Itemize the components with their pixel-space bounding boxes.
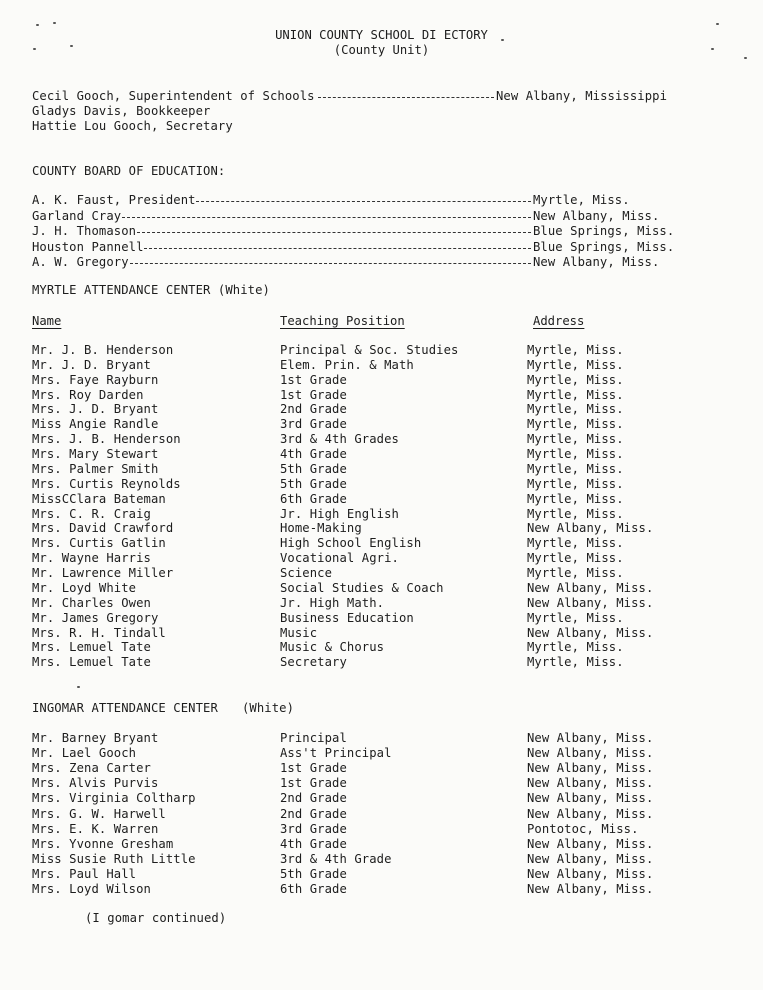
staff-address: Myrtle, Miss. [527,476,624,491]
staff-address: Myrtle, Miss. [527,655,624,670]
staff-address: New Albany, Miss. [527,521,654,536]
staff-address: Myrtle, Miss. [527,357,624,372]
column-header-name: Name [32,314,62,328]
staff-name: Miss Angie Randle [32,417,159,432]
staff-name: Mrs. Paul Hall [32,866,137,881]
leader-dashes [122,217,531,218]
board-member-address: Blue Springs, Miss. [533,239,675,254]
myrtle-heading: MYRTLE ATTENDANCE CENTER (White) [32,283,270,297]
staff-name: Mr. Barney Bryant [32,731,159,745]
staff-position: Jr. High English [280,506,399,521]
staff-position: 4th Grade [280,836,347,851]
staff-address: New Albany, Miss. [527,836,654,851]
staff-position: High School English [280,536,422,551]
staff-address: Myrtle, Miss. [527,402,624,417]
ink-dot [77,686,80,688]
staff-name: Mr. J. B. Henderson [32,343,174,357]
staff-position: 4th Grade [280,447,347,462]
staff-position: 5th Grade [280,476,347,491]
staff-name: Mr. Lael Gooch [32,746,137,761]
scan-speck [36,24,39,26]
staff-name: Mrs. Curtis Gatlin [32,536,166,551]
staff-name: Mrs. Lemuel Tate [32,655,151,670]
staff-name: Mrs. Palmer Smith [32,461,159,476]
staff-position: 2nd Grade [280,791,347,806]
staff-address: Myrtle, Miss. [527,343,624,357]
staff-address: New Albany, Miss. [527,791,654,806]
staff-position: 6th Grade [280,491,347,506]
continued-note: (I gomar continued) [85,911,227,925]
staff-address: Myrtle, Miss. [527,417,624,432]
ingomar-tag: (White) [242,701,295,715]
staff-name: Mr. Wayne Harris [32,551,151,566]
staff-name: Mr. Loyd White [32,580,137,595]
staff-name: Mrs. Loyd Wilson [32,882,151,896]
board-member-name: J. H. Thomason [32,224,137,238]
staff-name: Mrs. J. D. Bryant [32,402,159,417]
staff-name: Mr. J. D. Bryant [32,357,151,372]
staff-name: Mrs. Faye Rayburn [32,372,159,387]
staff-name: Mr. Charles Owen [32,595,151,610]
scan-speck [744,57,747,59]
staff-position: 1st Grade [280,372,347,387]
staff-name: Mrs. David Crawford [32,521,174,536]
staff-address: New Albany, Miss. [527,625,654,640]
leader-dashes [144,248,531,249]
scan-speck [33,48,36,50]
superintendent-address: New Albany, Mississippi [496,89,668,103]
staff-address: Myrtle, Miss. [527,491,624,506]
board-member-name: A. K. Faust, President [32,193,196,207]
ingomar-heading: INGOMAR ATTENDANCE CENTER [32,701,218,715]
board-member-address: New Albany, Miss. [533,208,660,223]
column-header-position: Teaching Position [280,314,405,328]
staff-position: Business Education [280,610,414,625]
board-member-name: Houston Pannell [32,239,144,254]
leader-dashes [130,263,531,264]
staff-position: 5th Grade [280,461,347,476]
staff-name: Mrs. Curtis Reynolds [32,476,181,491]
staff-address: New Albany, Miss. [527,776,654,791]
staff-name: MissCClara Bateman [32,491,166,506]
staff-address: Myrtle, Miss. [527,551,624,566]
staff-position: Music & Chorus [280,640,385,655]
staff-name: Mrs. Yvonne Gresham [32,836,174,851]
board-heading: COUNTY BOARD OF EDUCATION: [32,164,226,178]
staff-position: Principal [280,731,347,745]
staff-address: New Albany, Miss. [527,806,654,821]
staff-position: Jr. High Math. [280,595,385,610]
staff-address: New Albany, Miss. [527,580,654,595]
leader-dashes [318,97,494,98]
staff-address: Myrtle, Miss. [527,566,624,581]
staff-address: Myrtle, Miss. [527,372,624,387]
staff-position: 5th Grade [280,866,347,881]
staff-position: Ass't Principal [280,746,392,761]
staff-position: Social Studies & Coach [280,580,444,595]
column-header-address: Address [533,314,585,328]
staff-address: Myrtle, Miss. [527,461,624,476]
staff-position: Science [280,566,333,581]
scan-speck [53,22,56,24]
staff-position: 1st Grade [280,387,347,402]
staff-name: Miss Susie Ruth Little [32,851,196,866]
staff-name: Mr. James Gregory [32,610,159,625]
staff-name: Mrs. R. H. Tindall [32,625,166,640]
leader-dashes [196,201,531,202]
staff-position: 1st Grade [280,776,347,791]
staff-position: 3rd & 4th Grades [280,432,399,447]
leader-dashes [137,232,531,233]
staff-address: Myrtle, Miss. [527,640,624,655]
staff-address: New Albany, Miss. [527,851,654,866]
staff-position: 3rd Grade [280,417,347,432]
staff-name: Mrs. Roy Darden [32,387,144,402]
staff-address: New Albany, Miss. [527,731,654,745]
staff-name: Mrs. Zena Carter [32,761,151,776]
board-member-address: New Albany, Miss. [533,255,660,269]
staff-address: New Albany, Miss. [527,866,654,881]
scan-speck [70,45,73,47]
staff-position: 2nd Grade [280,402,347,417]
staff-position: 6th Grade [280,882,347,896]
board-member-address: Myrtle, Miss. [533,193,630,207]
staff-name: Mrs. G. W. Harwell [32,806,166,821]
staff-position: Elem. Prin. & Math [280,357,414,372]
staff-name: Mrs. E. K. Warren [32,821,159,836]
staff-address: New Albany, Miss. [527,595,654,610]
board-member-name: A. W. Gregory [32,255,129,269]
staff-address: New Albany, Miss. [527,882,654,896]
staff-address: Myrtle, Miss. [527,387,624,402]
staff-address: New Albany, Miss. [527,761,654,776]
bookkeeper-line: Gladys Davis, Bookkeeper [32,104,211,118]
staff-name: Mr. Lawrence Miller [32,566,174,581]
staff-position: 3rd Grade [280,821,347,836]
superintendent-line: Cecil Gooch, Superintendent of Schools [32,89,315,103]
staff-address: Myrtle, Miss. [527,447,624,462]
staff-position: Secretary [280,655,347,670]
staff-position: Music [280,625,318,640]
staff-position: 1st Grade [280,761,347,776]
staff-address: New Albany, Miss. [527,746,654,761]
secretary-line: Hattie Lou Gooch, Secretary [32,119,233,133]
staff-address: Myrtle, Miss. [527,536,624,551]
scan-speck [716,23,719,25]
staff-position: Principal & Soc. Studies [280,343,459,357]
staff-address: Myrtle, Miss. [527,610,624,625]
staff-position: Home-Making [280,521,362,536]
staff-address: Myrtle, Miss. [527,506,624,521]
staff-name: Mrs. J. B. Henderson [32,432,181,447]
staff-name: Mrs. Lemuel Tate [32,640,151,655]
board-member-name: Garland Cray [32,208,122,223]
page-title: UNION COUNTY SCHOOL DI ECTORY [275,28,488,42]
staff-position: 2nd Grade [280,806,347,821]
staff-name: Mrs. C. R. Craig [32,506,151,521]
staff-position: 3rd & 4th Grade [280,851,392,866]
staff-name: Mrs. Mary Stewart [32,447,159,462]
staff-address: Pontotoc, Miss. [527,821,639,836]
scan-speck [501,39,504,41]
staff-position: Vocational Agri. [280,551,399,566]
staff-name: Mrs. Virginia Coltharp [32,791,196,806]
staff-name: Mrs. Alvis Purvis [32,776,159,791]
page-subtitle: (County Unit) [333,43,430,57]
board-member-address: Blue Springs, Miss. [533,224,675,238]
staff-address: Myrtle, Miss. [527,432,624,447]
scan-speck [711,48,714,50]
